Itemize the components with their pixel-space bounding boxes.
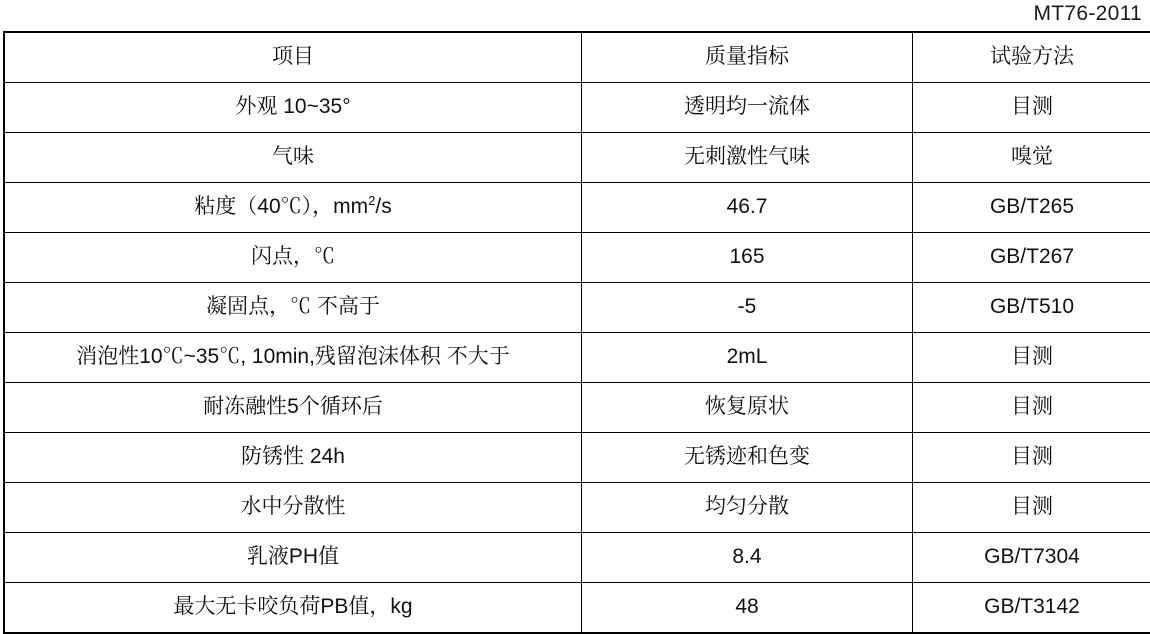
column-header-item: 项目	[4, 32, 582, 83]
column-header-spec: 质量指标	[582, 32, 913, 83]
table-row	[4, 83, 1150, 133]
cell-item: 外观 10~35°	[4, 83, 582, 133]
cell-spec: 无刺激性气味	[582, 133, 913, 183]
cell-item: 气味	[4, 133, 582, 183]
cell-item: 乳液PH值	[4, 533, 582, 583]
table-row	[4, 133, 1150, 183]
cell-spec: 46.7	[582, 183, 913, 233]
cell-item: 水中分散性	[4, 483, 582, 533]
table-row	[4, 583, 1150, 634]
cell-item: 消泡性10℃~35℃, 10min,残留泡沫体积 不大于	[4, 333, 582, 383]
document-code: MT76-2011	[1033, 2, 1142, 26]
cell-spec: 无锈迹和色变	[582, 433, 913, 483]
cell-method: 目测	[913, 483, 1150, 533]
cell-spec: 恢复原状	[582, 383, 913, 433]
cell-item: 闪点，℃	[4, 233, 582, 283]
cell-method: 目测	[913, 83, 1150, 133]
cell-method: 目测	[913, 433, 1150, 483]
specification-table	[3, 31, 1150, 634]
cell-spec: 48	[582, 583, 913, 634]
cell-spec: 2mL	[582, 333, 913, 383]
cell-item: 防锈性 24h	[4, 433, 582, 483]
column-header-method: 试验方法	[913, 32, 1150, 83]
cell-method: GB/T265	[913, 183, 1150, 233]
cell-method: GB/T3142	[913, 583, 1150, 634]
cell-item	[4, 183, 582, 233]
cell-item-superscript: 2	[368, 193, 375, 208]
table-row	[4, 333, 1150, 383]
table-row	[4, 283, 1150, 333]
cell-spec: 透明均一流体	[582, 83, 913, 133]
table-row	[4, 383, 1150, 433]
cell-spec: 均匀分散	[582, 483, 913, 533]
cell-item-text-post: /s	[375, 195, 391, 218]
table-row	[4, 233, 1150, 283]
cell-item: 最大无卡咬负荷PB值，kg	[4, 583, 582, 634]
cell-item-text-pre: 粘度（40℃），mm	[194, 195, 368, 218]
cell-method: GB/T7304	[913, 533, 1150, 583]
cell-method: 嗅觉	[913, 133, 1150, 183]
table-row	[4, 433, 1150, 483]
table-row	[4, 483, 1150, 533]
cell-item: 凝固点，℃ 不高于	[4, 283, 582, 333]
cell-spec: 165	[582, 233, 913, 283]
cell-method: GB/T267	[913, 233, 1150, 283]
cell-method: 目测	[913, 333, 1150, 383]
table-row	[4, 183, 1150, 233]
cell-method: GB/T510	[913, 283, 1150, 333]
cell-method: 目测	[913, 383, 1150, 433]
cell-spec: 8.4	[582, 533, 913, 583]
table-header-row	[4, 32, 1150, 83]
cell-spec: -5	[582, 283, 913, 333]
table-row	[4, 533, 1150, 583]
cell-item: 耐冻融性5个循环后	[4, 383, 582, 433]
